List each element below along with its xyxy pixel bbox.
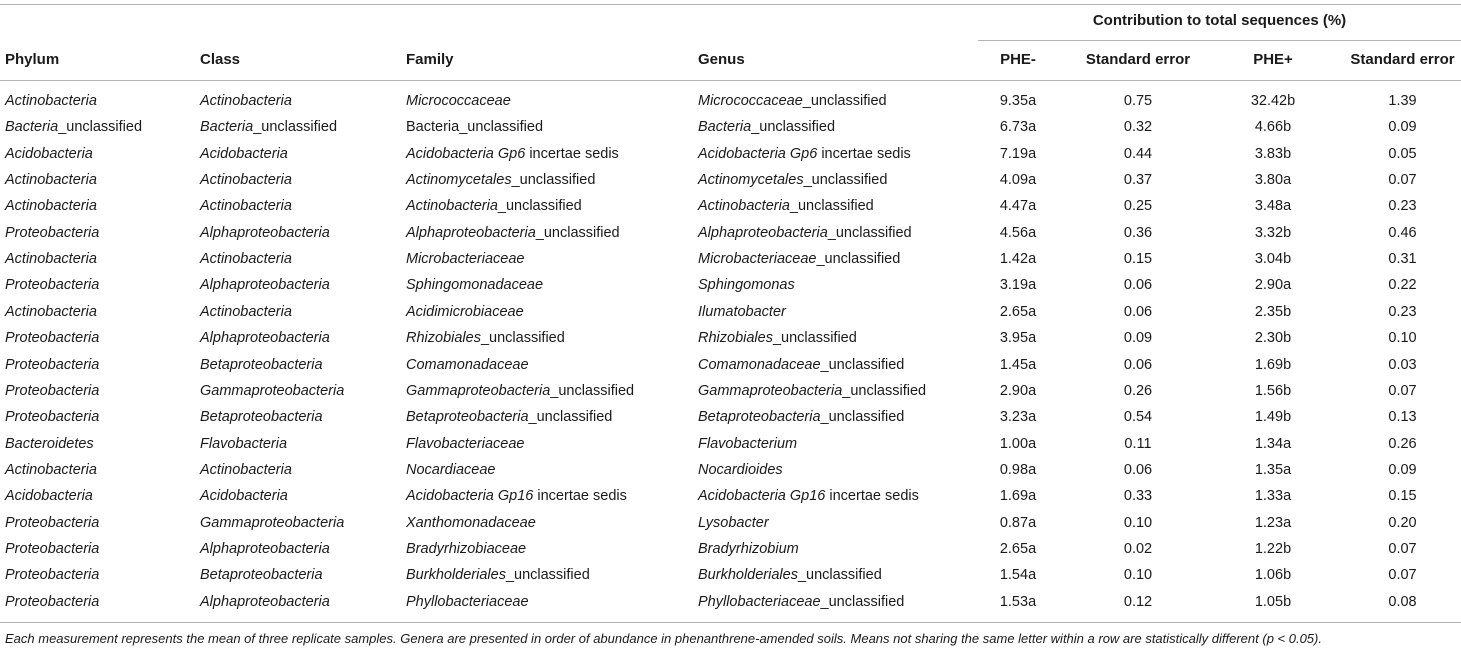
class-text: Alphaproteobacteria xyxy=(200,224,330,241)
family-cell xyxy=(406,304,524,320)
se1-cell: 0.06 xyxy=(1123,356,1153,373)
se2-cell: 0.23 xyxy=(1388,198,1417,215)
genus-text: Microbacteriaceae xyxy=(698,251,817,268)
phe-minus-cell: 2.65a xyxy=(999,303,1037,320)
genus-text: _unclassified xyxy=(820,409,905,426)
family-cell xyxy=(406,357,529,373)
se1-cell: 0.06 xyxy=(1123,303,1153,320)
phylum-cell xyxy=(5,304,97,320)
class-text: Gammaproteobacteria xyxy=(200,382,345,399)
se2-cell: 0.07 xyxy=(1388,172,1417,189)
genus-cell xyxy=(698,462,783,478)
class-cell xyxy=(200,146,288,162)
family-text: Rhizobiales xyxy=(406,330,481,347)
phylum-cell xyxy=(5,383,99,399)
se1-cell: 0.06 xyxy=(1123,277,1153,294)
phe-minus-cell: 3.19a xyxy=(999,277,1037,294)
se1-cell: 0.26 xyxy=(1123,382,1153,399)
genus-text: Micrococcaceae xyxy=(698,93,803,109)
genus-cell xyxy=(698,119,835,135)
se2-cell: 0.13 xyxy=(1388,409,1417,426)
phe-minus-cell: 1.69a xyxy=(999,488,1037,505)
genus-cell xyxy=(698,93,887,109)
table-row xyxy=(0,327,1461,353)
genus-cell xyxy=(698,172,887,188)
genus-text: Ilumatobacter xyxy=(698,303,786,320)
family-text: Burkholderiales xyxy=(406,567,506,584)
phylum-cell xyxy=(5,251,97,267)
phylum-text: Acidobacteria xyxy=(5,145,93,162)
class-text: Betaproteobacteria xyxy=(200,356,323,373)
phe-minus-cell: 2.65a xyxy=(999,540,1037,557)
genus-cell xyxy=(698,277,795,293)
phylum-cell xyxy=(5,594,99,610)
phe-minus-cell: 9.35a xyxy=(999,93,1037,109)
family-text: _unclassified xyxy=(505,567,590,584)
family-cell xyxy=(406,462,495,478)
genus-text: Actinobacteria xyxy=(698,198,790,215)
se1-cell: 0.10 xyxy=(1123,514,1153,531)
phe-plus-cell: 1.33a xyxy=(1254,488,1292,505)
genus-text: _unclassified xyxy=(816,251,901,268)
class-cell xyxy=(200,172,292,188)
class-text: Flavobacteria xyxy=(200,435,288,452)
genus-cell xyxy=(698,436,797,452)
phe-minus-cell: 1.00a xyxy=(999,435,1037,452)
phylum-cell xyxy=(5,119,142,135)
genus-cell xyxy=(698,225,912,241)
genus-text: Bradyrhizobium xyxy=(698,540,799,557)
se2-cell: 0.23 xyxy=(1388,303,1417,320)
genus-text: Betaproteobacteria xyxy=(698,409,821,426)
se2-cell: 0.20 xyxy=(1388,514,1417,531)
genus-cell xyxy=(698,409,904,425)
table-row xyxy=(0,301,1461,327)
class-text: Acidobacteria xyxy=(200,145,288,162)
se2-cell: 0.26 xyxy=(1388,435,1417,452)
genus-text: _unclassified xyxy=(827,224,912,241)
phylum-cell xyxy=(5,225,99,241)
genus-text: Phyllobacteriaceae xyxy=(698,593,821,610)
family-cell xyxy=(406,515,536,531)
genus-cell xyxy=(698,488,919,504)
phylum-text: Proteobacteria xyxy=(5,593,100,610)
header-phe-minus: PHE- xyxy=(1000,51,1036,68)
phylum-cell xyxy=(5,357,99,373)
genus-cell xyxy=(698,594,904,610)
family-text: Micrococcaceae xyxy=(406,93,511,109)
phe-plus-cell: 2.30b xyxy=(1254,330,1292,347)
family-cell xyxy=(406,172,595,188)
phylum-cell xyxy=(5,541,99,557)
phylum-cell xyxy=(5,567,99,583)
se2-cell: 0.15 xyxy=(1388,488,1417,505)
genus-text: Gammaproteobacteria xyxy=(698,382,843,399)
top-rule xyxy=(0,4,1461,5)
family-text: _unclassified xyxy=(550,382,635,399)
phe-plus-cell: 1.69b xyxy=(1254,356,1292,373)
genus-text: _unclassified xyxy=(820,593,905,610)
family-text: incertae sedis xyxy=(533,488,627,505)
phylum-text: Proteobacteria xyxy=(5,224,100,241)
genus-text: _unclassified xyxy=(803,172,888,189)
family-text: Gammaproteobacteria xyxy=(406,382,551,399)
phe-plus-cell: 3.32b xyxy=(1254,224,1292,241)
class-cell xyxy=(200,93,292,109)
phylum-text: Actinobacteria xyxy=(5,461,97,478)
family-text: Comamonadaceae xyxy=(406,356,529,373)
class-text: Betaproteobacteria xyxy=(200,567,323,584)
phylum-cell xyxy=(5,93,97,109)
genus-text: _unclassified xyxy=(772,330,857,347)
phylum-cell xyxy=(5,515,99,531)
class-text: Actinobacteria xyxy=(200,303,292,320)
class-text: Betaproteobacteria xyxy=(200,409,323,426)
family-cell xyxy=(406,277,543,293)
class-cell xyxy=(200,304,292,320)
family-cell xyxy=(406,225,620,241)
phe-plus-cell: 2.90a xyxy=(1254,277,1292,294)
phylum-cell xyxy=(5,198,97,214)
family-text: _unclassified xyxy=(528,409,613,426)
table-row xyxy=(0,195,1461,221)
se2-cell: 0.03 xyxy=(1388,356,1417,373)
se1-cell: 0.25 xyxy=(1123,198,1153,215)
genus-text: Flavobacterium xyxy=(698,435,798,452)
family-cell xyxy=(406,567,590,583)
genus-text: Comamonadaceae xyxy=(698,356,821,373)
family-cell xyxy=(406,383,634,399)
span-header-rule xyxy=(978,40,1461,41)
class-cell xyxy=(200,357,323,373)
table-row xyxy=(0,380,1461,406)
phylum-text: _unclassified xyxy=(58,119,143,136)
se2-cell: 0.22 xyxy=(1388,277,1417,294)
class-cell xyxy=(200,198,292,214)
phe-minus-cell: 0.98a xyxy=(999,461,1037,478)
family-text: Bacteria_unclassified xyxy=(406,119,544,136)
se2-cell: 0.31 xyxy=(1388,251,1417,268)
family-text: Acidobacteria Gp6 xyxy=(406,145,526,162)
genus-text: incertae sedis xyxy=(825,488,919,505)
se1-cell: 0.54 xyxy=(1123,409,1153,426)
genus-text: Sphingomonas xyxy=(698,277,795,294)
genus-cell xyxy=(698,383,926,399)
phylum-text: Actinobacteria xyxy=(5,251,97,268)
genus-text: _unclassified xyxy=(820,356,905,373)
phe-minus-cell: 2.90a xyxy=(999,382,1037,399)
genus-text: Acidobacteria Gp16 xyxy=(698,488,826,505)
table-row xyxy=(0,143,1461,169)
class-text: Actinobacteria xyxy=(200,172,292,189)
se1-cell: 0.32 xyxy=(1123,119,1153,136)
se1-cell: 0.09 xyxy=(1123,330,1153,347)
genus-text: Burkholderiales xyxy=(698,567,798,584)
table-row xyxy=(0,485,1461,511)
phylum-cell xyxy=(5,436,94,452)
se1-cell: 0.02 xyxy=(1123,540,1153,557)
class-cell xyxy=(200,225,330,241)
table-row xyxy=(0,248,1461,274)
phylum-text: Proteobacteria xyxy=(5,409,100,426)
phylum-text: Bacteria xyxy=(5,119,59,136)
phe-plus-cell: 1.23a xyxy=(1254,514,1292,531)
table-row xyxy=(0,406,1461,432)
family-text: _unclassified xyxy=(535,224,620,241)
genus-text: Rhizobiales xyxy=(698,330,773,347)
family-text: Sphingomonadaceae xyxy=(406,277,544,294)
phe-plus-cell: 1.56b xyxy=(1254,382,1292,399)
table-row xyxy=(0,433,1461,459)
family-text: Microbacteriaceae xyxy=(406,251,525,268)
se1-cell: 0.11 xyxy=(1124,435,1152,452)
genus-text: incertae sedis xyxy=(817,145,911,162)
family-cell xyxy=(406,93,511,109)
phe-minus-cell: 0.87a xyxy=(999,514,1037,531)
se1-cell: 0.36 xyxy=(1123,224,1153,241)
genus-text: Actinomycetales xyxy=(698,172,804,189)
phylum-cell xyxy=(5,146,93,162)
class-cell xyxy=(200,462,292,478)
table-row xyxy=(0,564,1461,590)
phe-plus-cell: 2.35b xyxy=(1254,303,1292,320)
family-text: incertae sedis xyxy=(525,145,619,162)
header-phe-plus: PHE+ xyxy=(1253,51,1293,68)
phylum-text: Bacteroidetes xyxy=(5,435,94,452)
phe-minus-cell: 4.56a xyxy=(999,224,1037,241)
genus-cell xyxy=(698,251,900,267)
genus-text: _unclassified xyxy=(802,93,887,109)
class-text: Bacteria xyxy=(200,119,254,136)
class-text: Gammaproteobacteria xyxy=(200,514,345,531)
class-cell xyxy=(200,541,330,557)
phylum-text: Proteobacteria xyxy=(5,277,100,294)
family-cell xyxy=(406,330,565,346)
phylum-cell xyxy=(5,409,99,425)
class-cell xyxy=(200,436,287,452)
phe-minus-cell: 1.42a xyxy=(999,251,1037,268)
phylum-cell xyxy=(5,172,97,188)
phe-plus-cell: 3.80a xyxy=(1254,172,1292,189)
class-text: _unclassified xyxy=(253,119,338,136)
phe-minus-cell: 7.19a xyxy=(999,145,1037,162)
header-family: Family xyxy=(406,51,454,68)
se1-cell: 0.75 xyxy=(1123,93,1153,109)
family-cell xyxy=(406,594,529,610)
phylum-cell xyxy=(5,277,99,293)
se1-cell: 0.33 xyxy=(1123,488,1153,505)
family-text: Alphaproteobacteria xyxy=(406,224,536,241)
family-cell xyxy=(406,436,525,452)
phylum-text: Actinobacteria xyxy=(5,172,97,189)
table-row xyxy=(0,354,1461,380)
se1-cell: 0.06 xyxy=(1123,461,1153,478)
family-text: Bradyrhizobiaceae xyxy=(406,540,527,557)
phe-plus-cell: 3.48a xyxy=(1254,198,1292,215)
class-text: Actinobacteria xyxy=(200,93,292,109)
genus-cell xyxy=(698,515,769,531)
class-cell xyxy=(200,330,330,346)
se2-cell: 0.09 xyxy=(1388,119,1417,136)
se2-cell: 1.39 xyxy=(1388,93,1417,109)
contribution-span-header: Contribution to total sequences (%) xyxy=(1092,12,1347,29)
table-row xyxy=(0,274,1461,300)
table-row xyxy=(0,512,1461,538)
phylum-text: Proteobacteria xyxy=(5,540,100,557)
phylum-cell xyxy=(5,488,93,504)
family-text: _unclassified xyxy=(497,198,582,215)
family-text: Flavobacteriaceae xyxy=(406,435,525,452)
genus-text: _unclassified xyxy=(751,119,836,136)
table-footnote: Each measurement represents the mean of three replicate samples. Genera are presented in order of abundance in phenanthrene-amended soils. Means not sharing the same letter within a row are statistically different (p < 0.05). xyxy=(5,631,1322,646)
genus-cell xyxy=(698,330,857,346)
phe-plus-cell: 1.35a xyxy=(1254,461,1292,478)
genus-cell xyxy=(698,357,904,373)
genus-cell xyxy=(698,567,882,583)
se2-cell: 0.08 xyxy=(1388,593,1417,610)
table-row xyxy=(0,90,1461,116)
genus-text: Bacteria xyxy=(698,119,752,136)
phylum-text: Actinobacteria xyxy=(5,303,97,320)
family-text: Actinobacteria xyxy=(406,198,498,215)
class-text: Acidobacteria xyxy=(200,488,288,505)
se1-cell: 0.37 xyxy=(1123,172,1153,189)
phylum-cell xyxy=(5,462,97,478)
se2-cell: 0.46 xyxy=(1388,224,1417,241)
se1-cell: 0.12 xyxy=(1123,593,1153,610)
class-cell xyxy=(200,119,337,135)
class-text: Actinobacteria xyxy=(200,251,292,268)
se1-cell: 0.44 xyxy=(1123,145,1153,162)
phe-minus-cell: 3.95a xyxy=(999,330,1037,347)
se2-cell: 0.05 xyxy=(1388,145,1417,162)
family-cell xyxy=(406,251,524,267)
se2-cell: 0.07 xyxy=(1388,567,1417,584)
se2-cell: 0.10 xyxy=(1388,330,1417,347)
genus-cell xyxy=(698,198,874,214)
class-text: Actinobacteria xyxy=(200,461,292,478)
family-text: _unclassified xyxy=(480,330,565,347)
genus-text: _unclassified xyxy=(797,567,882,584)
phylum-text: Proteobacteria xyxy=(5,382,100,399)
family-text: Betaproteobacteria xyxy=(406,409,529,426)
class-cell xyxy=(200,277,330,293)
family-cell xyxy=(406,409,612,425)
class-cell xyxy=(200,251,292,267)
phylum-text: Actinobacteria xyxy=(5,198,97,215)
phe-plus-cell: 4.66b xyxy=(1254,119,1292,136)
phylum-text: Proteobacteria xyxy=(5,514,100,531)
phe-minus-cell: 6.73a xyxy=(999,119,1037,136)
phylum-text: Proteobacteria xyxy=(5,567,100,584)
phylum-text: Actinobacteria xyxy=(5,93,97,109)
table-row xyxy=(0,116,1461,142)
phe-minus-cell: 1.53a xyxy=(999,593,1037,610)
phe-minus-cell: 4.09a xyxy=(999,172,1037,189)
header-genus: Genus xyxy=(698,51,745,68)
family-text: Nocardiaceae xyxy=(406,461,496,478)
class-text: Alphaproteobacteria xyxy=(200,330,330,347)
se1-cell: 0.15 xyxy=(1123,251,1153,268)
table-row xyxy=(0,222,1461,248)
class-cell xyxy=(200,409,323,425)
se2-cell: 0.09 xyxy=(1388,461,1417,478)
genus-text: Acidobacteria Gp6 xyxy=(698,145,818,162)
se1-cell: 0.10 xyxy=(1123,567,1153,584)
family-text: Phyllobacteriaceae xyxy=(406,593,529,610)
genus-text: Alphaproteobacteria xyxy=(698,224,828,241)
genus-text: Nocardioides xyxy=(698,461,783,478)
class-cell xyxy=(200,515,344,531)
phe-minus-cell: 4.47a xyxy=(999,198,1037,215)
header-class: Class xyxy=(200,51,241,68)
phe-plus-cell: 1.49b xyxy=(1254,409,1292,426)
class-cell xyxy=(200,488,288,504)
phylum-cell xyxy=(5,330,99,346)
phe-plus-cell: 1.06b xyxy=(1254,567,1292,584)
family-cell xyxy=(406,488,627,504)
se2-cell: 0.07 xyxy=(1388,382,1417,399)
header-standard-error-plus: Standard error xyxy=(1350,51,1455,68)
phe-plus-cell: 1.34a xyxy=(1254,435,1292,452)
phe-plus-cell: 3.83b xyxy=(1254,145,1292,162)
family-text: Xanthomonadaceae xyxy=(406,514,536,531)
phe-minus-cell: 1.45a xyxy=(999,356,1037,373)
family-text: _unclassified xyxy=(511,172,596,189)
class-cell xyxy=(200,383,344,399)
phe-minus-cell: 3.23a xyxy=(999,409,1037,426)
header-phylum: Phylum xyxy=(5,51,60,68)
class-cell xyxy=(200,567,323,583)
genus-cell xyxy=(698,146,911,162)
class-text: Actinobacteria xyxy=(200,198,292,215)
family-cell xyxy=(406,198,582,214)
header-standard-error-minus: Standard error xyxy=(1085,51,1191,68)
phe-minus-cell: 1.54a xyxy=(999,567,1037,584)
table-row xyxy=(0,538,1461,564)
class-text: Alphaproteobacteria xyxy=(200,277,330,294)
table-row xyxy=(0,591,1461,617)
genus-text: _unclassified xyxy=(789,198,874,215)
class-text: Alphaproteobacteria xyxy=(200,593,330,610)
family-cell xyxy=(406,119,543,135)
class-cell xyxy=(200,594,330,610)
genus-text: _unclassified xyxy=(842,382,927,399)
phe-plus-cell: 1.05b xyxy=(1254,593,1292,610)
header-rule xyxy=(0,80,1461,81)
genus-text: Lysobacter xyxy=(698,514,769,531)
se2-cell: 0.07 xyxy=(1388,540,1417,557)
class-text: Alphaproteobacteria xyxy=(200,540,330,557)
phylum-text: Proteobacteria xyxy=(5,356,100,373)
table-row xyxy=(0,169,1461,195)
phe-plus-cell: 32.42b xyxy=(1250,93,1296,109)
genus-cell xyxy=(698,304,786,320)
family-cell xyxy=(406,541,526,557)
family-cell xyxy=(406,146,619,162)
family-text: Actinomycetales xyxy=(406,172,512,189)
family-text: Acidobacteria Gp16 xyxy=(406,488,534,505)
bottom-rule xyxy=(0,622,1461,623)
phylum-text: Acidobacteria xyxy=(5,488,93,505)
phylum-text: Proteobacteria xyxy=(5,330,100,347)
phe-plus-cell: 3.04b xyxy=(1254,251,1292,268)
genus-cell xyxy=(698,541,799,557)
table-row xyxy=(0,459,1461,485)
phe-plus-cell: 1.22b xyxy=(1254,540,1292,557)
family-text: Acidimicrobiaceae xyxy=(406,303,524,320)
